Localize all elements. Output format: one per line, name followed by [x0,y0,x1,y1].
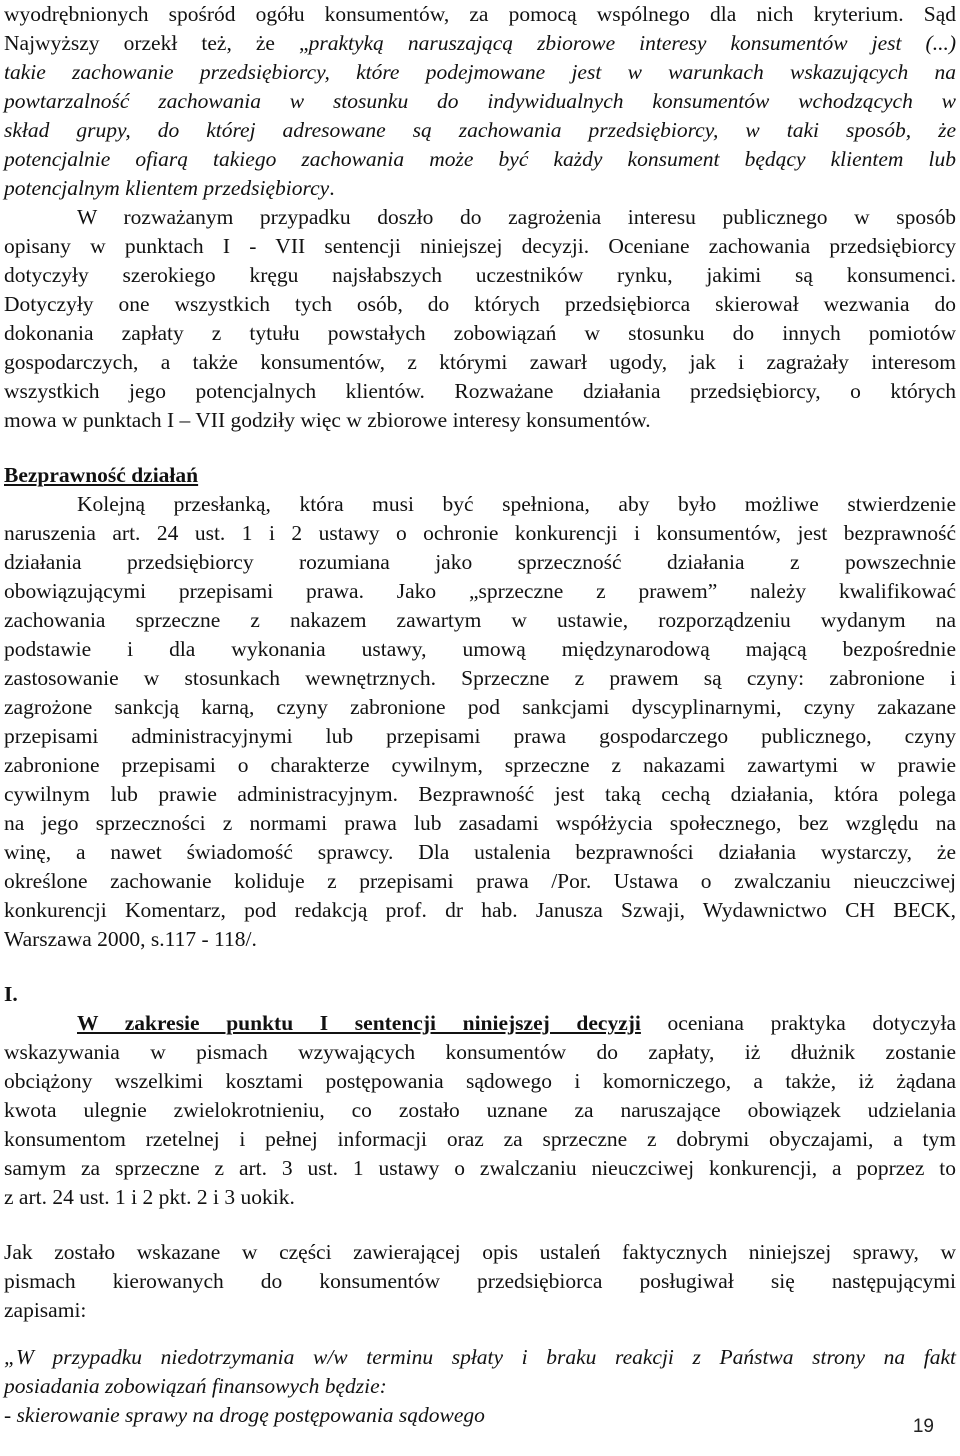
spacer [4,1325,956,1343]
spacer [4,1212,956,1238]
text-line: naruszenia art. 24 ust. 1 i 2 ustawy o ochronie konkurencji i konsumentów, jest bezprawność [4,521,956,545]
spacer [4,435,956,461]
text-line: podstawie i dla wykonania ustawy, umową międzynarodową mającą bezpośrednie [4,637,956,661]
text-line: zastosowanie w stosunkach wewnętrznych. Sprzeczne z prawem są czyny: zabronione i [4,666,956,690]
spacer [4,954,956,980]
section-label: I. [4,982,18,1006]
text-line: działania przedsiębiorcy rozumiana jako sprzeczność działania z powszechnie [4,550,956,574]
page-number: 19 [912,1416,934,1437]
text-line: wyodrębnionych spośród ogółu konsumentów, za pomocą wspólnego dla nich kryterium. Sąd [4,2,956,26]
quote-line: „W przypadku niedotrzymania w/w terminu spłaty i braku reakcji z Państwa strony na fakt [4,1345,956,1369]
quoted-ruling-segment: potencjalnym klientem przedsiębiorcy [4,176,330,200]
text-line: obciążony wszelkimi kosztami postępowania sądowego i komorniczego, a także, iż żądana [4,1069,956,1093]
text-line: gospodarczych, a także konsumentów, z którymi zawarł ugody, jak i zagrażały interesom [4,350,956,374]
text-line: Dotyczyły one wszystkich tych osób, do których przedsiębiorca skierował wezwania do [4,292,956,316]
text-line: określone zachowanie koliduje z przepisami prawa /Por. Ustawa o zwalczaniu nieuczciwej [4,869,956,893]
text-line: W rozważanym przypadku doszło do zagrożenia interesu publicznego w sposób [77,205,956,229]
text-line: cywilnym lub prawie administracyjnym. Bezprawność jest taką cechą działania, która polega [4,782,956,806]
text-line: na jego sprzeczności z normami prawa lub zasadami współżycia społecznego, bez względu na [4,811,956,835]
text-line: wszystkich jego potencjalnych klientów. Rozważane działania przedsiębiorcy, o których [4,379,956,403]
text-line: samym za sprzeczne z art. 3 ust. 1 ustawy o zwalczaniu nieuczciwej konkurencji, a poprzez to [4,1156,956,1180]
paragraph-findings [4,1238,956,1325]
text-line: wskazywania w pismach wzywających konsumentów do zapłaty, iż dłużnik zostanie [4,1040,956,1064]
text-line: Warszawa 2000, s.117 - 118/. [4,927,257,951]
paragraph-continuation [4,0,956,203]
text-segment: . [329,176,335,200]
quote-line: - skierowanie sprawy na drogę postępowania sądowego [4,1403,485,1427]
text-line: Jak zostało wskazane w części zawierającej opis ustaleń faktycznych niniejszej sprawy, w [4,1240,956,1264]
text-line [4,174,956,203]
quoted-letter-text [4,1343,956,1430]
section-heading: Bezprawność działań [4,463,199,487]
text-line: Kolejną przesłanką, która musi być spełniona, aby było możliwe stwierdzenie [77,492,956,516]
text-line: zapisami: [4,1298,87,1322]
text-line: opisany w punktach I - VII sentencji niniejszej decyzji. Oceniane zachowania przedsiębiorcy [4,234,956,258]
quoted-ruling-line: potencjalnie ofiarą takiego zachowania może być każdy konsument będący klientem lub [4,147,956,171]
quoted-ruling-line: powtarzalność zachowania w stosunku do indywidualnych konsumentów wchodzących w [4,89,956,113]
text-line: pismach kierowanych do konsumentów przedsiębiorca posługiwał się następującymi [4,1269,956,1293]
text-line: kwota ulegnie zwielokrotnieniu, co zostało uznane za naruszające obowiązek udzielania [4,1098,956,1122]
text-line: zagrożone sankcją karną, czyny zabronione pod sankcjami dyscyplinarnymi, czyny zakazane [4,695,956,719]
text-line: winę, a nawet świadomość sprawcy. Dla ustalenia bezprawności działania wystarczy, że [4,840,956,864]
quoted-ruling-line: skład grupy, do której adresowane są zachowania przedsiębiorcy, w taki sposób, że [4,118,956,142]
text-line: obowiązującymi przepisami prawa. Jako „sprzeczne z prawem” należy kwalifikować [4,579,956,603]
text-line: konkurencji Komentarz, pod redakcją prof. dr hab. Janusza Szwaji, Wydawnictwo CH BECK, [4,898,956,922]
text-segment: oceniana praktyka dotyczyła [640,1011,956,1035]
quote-line: posiadania zobowiązań finansowych będzie: [4,1374,387,1398]
section-one [4,980,956,1212]
text-line: mowa w punktach I – VII godziły więc w zbiorowe interesy konsumentów. [4,408,651,432]
text-line [4,1009,956,1038]
text-line: przepisami administracyjnymi lub przepisami prawa gospodarczego publicznego, czyny [4,724,956,748]
text-line: dotyczyły szerokiego kręgu najsłabszych uczestników rynku, jakimi są konsumenci. [4,263,956,287]
text-line: dokonania zapłaty z tytułu powstałych zobowiązań w stosunku do innych pomiotów [4,321,956,345]
quoted-ruling-line: takie zachowanie przedsiębiorcy, które podejmowane jest w warunkach wskazujących na [4,60,956,84]
text-line [4,29,956,58]
text-segment: Najwyższy orzekł też, że „ [4,31,309,55]
quoted-ruling-segment: praktyką naruszającą zbiorowe interesy konsumentów jest (...) [308,31,956,55]
document-page [4,0,956,1430]
paragraph-public-interest [4,203,956,435]
text-line: z art. 24 ust. 1 i 2 pkt. 2 i 3 uokik. [4,1185,295,1209]
text-line: zachowania sprzeczne z nakazem zawartym w ustawie, rozporządzeniu wydanym na [4,608,956,632]
text-line: konsumentom rzetelnej i pełnej informacji oraz za sprzeczne z dobrymi obyczajami, a tym [4,1127,956,1151]
section-unlawfulness [4,461,956,954]
section-lead-bold: W zakresie punktu I sentencji niniejszej decyzji [77,1011,641,1035]
text-line: zabronione przepisami o charakterze cywilnym, sprzeczne z nakazami zawartymi w prawie [4,753,956,777]
